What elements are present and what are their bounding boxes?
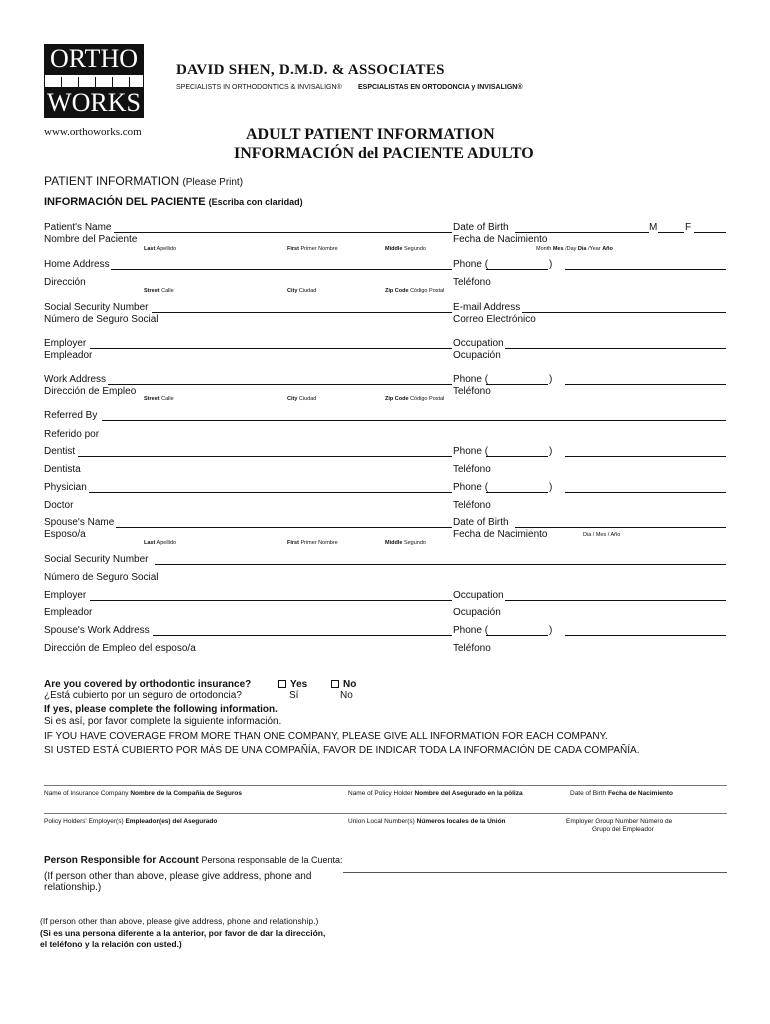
insurance-ifyes-es: Si es así, por favor complete la siguiente información. <box>44 716 282 727</box>
physician-phone-area-field[interactable] <box>486 492 548 493</box>
practice-name: DAVID SHEN, D.M.D. & ASSOCIATES <box>176 62 445 78</box>
referred-field[interactable] <box>102 420 726 421</box>
physician-phone-label-es: Teléfono <box>453 500 491 511</box>
spouse-occupation-field[interactable] <box>505 600 726 601</box>
spouse-dob-label-es: Fecha de Nacimiento <box>453 529 548 540</box>
dob-label: Date of Birth <box>453 222 509 233</box>
zip-caption: Zip Code Código Postal <box>385 288 445 294</box>
responsible-foot-en: (If person other than above, please give address, phone and relationship.) <box>40 916 319 926</box>
insurance-question: Are you covered by orthodontic insurance? <box>44 679 252 690</box>
patient-name-label: Patient's Name <box>44 222 112 233</box>
dentist-phone-area-field[interactable] <box>486 456 548 457</box>
checkbox-icon <box>278 680 286 688</box>
dentist-phone-field[interactable] <box>565 456 726 457</box>
middle-name-caption: Middle Segundo <box>385 246 426 252</box>
physician-label-es: Doctor <box>44 500 74 511</box>
last-name-caption: Last Apellido <box>144 246 177 252</box>
home-phone-field[interactable] <box>565 269 726 270</box>
patient-name-label-es: Nombre del Paciente <box>44 234 138 245</box>
insurance-ifyes: If yes, please complete the following information. <box>44 704 278 715</box>
spouse-work-phone-paren: ) <box>549 625 553 636</box>
spouse-dob-label: Date of Birth <box>453 517 509 528</box>
home-address-label-es: Dirección <box>44 277 86 288</box>
spouse-name-field[interactable] <box>116 527 452 528</box>
work-address-label: Work Address <box>44 374 107 385</box>
section-heading-es: INFORMACIÓN DEL PACIENTE (Escriba con claridad) <box>44 196 303 208</box>
employer-label-es: Empleador <box>44 350 93 361</box>
dob-label-es: Fecha de Nacimiento <box>453 234 548 245</box>
orthoworks-logo <box>44 44 144 118</box>
group-number-caption-2: Grupo del Empleador <box>592 826 654 833</box>
spouse-work-phone-field[interactable] <box>565 635 726 636</box>
spouse-first-caption: First Primer Nombre <box>287 540 338 546</box>
street-caption: Street Calle <box>144 288 174 294</box>
responsible-foot-es-1: (Si es una persona diferente a la anterior, por favor de dar la dirección, <box>40 928 326 938</box>
insurance-multi-en: IF YOU HAVE COVERAGE FROM MORE THAN ONE COMPANY, PLEASE GIVE ALL INFORMATION FOR EACH COMPANY. <box>44 731 608 742</box>
occupation-field[interactable] <box>505 348 726 349</box>
title-es: INFORMACIÓN del PACIENTE ADULTO <box>234 145 534 162</box>
home-phone-area-field[interactable] <box>486 269 548 270</box>
employer-field[interactable] <box>90 348 452 349</box>
employer-label: Employer <box>44 338 87 349</box>
checkbox-icon <box>331 680 339 688</box>
holder-dob-caption: Date of Birth Fecha de Nacimiento <box>570 790 673 797</box>
physician-label: Physician <box>44 482 87 493</box>
sex-f-label: F <box>685 222 692 233</box>
insurance-row1-line[interactable] <box>44 785 727 786</box>
responsible-foot-es-2: el teléfono y la relación con usted.) <box>40 939 182 949</box>
spouse-ssn-field[interactable] <box>155 564 726 565</box>
spouse-name-label: Spouse's Name <box>44 517 115 528</box>
responsible-field[interactable] <box>343 872 727 873</box>
union-caption: Union Local Number(s) Números locales de la Unión <box>348 818 506 825</box>
dentist-field[interactable] <box>78 456 452 457</box>
insurance-company-caption: Name of Insurance Company Nombre de la Compañía de Seguros <box>44 790 242 797</box>
physician-phone-paren: ) <box>549 482 553 493</box>
dentist-phone-label: Phone ( <box>453 446 489 457</box>
dentist-label: Dentist <box>44 446 76 457</box>
spouse-dob-field[interactable] <box>515 527 726 528</box>
group-number-caption: Employer Group Number Número de <box>566 818 673 825</box>
work-phone-paren: ) <box>549 374 553 385</box>
spouse-dob-caption: Dia / Mes / Año <box>583 532 621 538</box>
spouse-last-caption: Last Apellido <box>144 540 177 546</box>
referred-label-es: Referido por <box>44 429 100 440</box>
work-phone-label-es: Teléfono <box>453 386 491 397</box>
logo-works-text: WORKS <box>44 88 144 118</box>
physician-phone-field[interactable] <box>565 492 726 493</box>
work-phone-field[interactable] <box>565 384 726 385</box>
logo-teeth-icon <box>44 74 144 88</box>
insurance-no-label-es: No <box>340 690 353 701</box>
insurance-question-es: ¿Está cubierto por un seguro de ortodoncia? <box>44 690 242 701</box>
ssn-label: Social Security Number <box>44 302 149 313</box>
logo-ortho-text: ORTHO <box>44 44 144 74</box>
title-en: ADULT PATIENT INFORMATION <box>246 126 495 143</box>
dentist-label-es: Dentista <box>44 464 81 475</box>
spouse-work-label: Spouse's Work Address <box>44 625 150 636</box>
spouse-middle-caption: Middle Segundo <box>385 540 426 546</box>
spouse-work-phone-area-field[interactable] <box>486 635 548 636</box>
insurance-multi-es: SI USTED ESTÁ CUBIERTO POR MÁS DE UNA COMPAÑÍA, FAVOR DE INDICAR TODA LA INFORMACIÓN DE CADA COMPAÑÍA. <box>44 745 640 756</box>
work-address-label-es: Dirección de Empleo <box>44 386 137 397</box>
work-zip-caption: Zip Code Código Postal <box>385 396 445 402</box>
work-city-caption: City Ciudad <box>287 396 317 402</box>
home-phone-paren: ) <box>549 259 553 270</box>
email-field[interactable] <box>522 312 726 313</box>
dob-caption: Month Mes /Day Dia /Year Año <box>536 246 613 252</box>
physician-field[interactable] <box>89 492 452 493</box>
dentist-phone-label-es: Teléfono <box>453 464 491 475</box>
physician-phone-label: Phone ( <box>453 482 489 493</box>
ssn-label-es: Número de Seguro Social <box>44 314 159 325</box>
dob-field[interactable] <box>515 232 649 233</box>
email-label-es: Correo Electrónico <box>453 314 536 325</box>
spouse-work-field[interactable] <box>153 635 452 636</box>
occupation-label-es: Ocupación <box>453 350 501 361</box>
work-address-field[interactable] <box>108 384 452 385</box>
sex-f-field[interactable] <box>694 232 726 233</box>
dentist-phone-paren: ) <box>549 446 553 457</box>
sex-m-field[interactable] <box>658 232 684 233</box>
policy-holder-caption: Name of Policy Holder Nombre del Asegurado en la póliza <box>348 790 523 797</box>
work-phone-area-field[interactable] <box>486 384 548 385</box>
spouse-ssn-label-es: Número de Seguro Social <box>44 572 159 583</box>
responsible-note-1: (If person other than above, please give address, phone and <box>44 871 312 882</box>
home-address-label: Home Address <box>44 259 110 270</box>
patient-name-field[interactable] <box>114 232 452 233</box>
ssn-field[interactable] <box>152 312 452 313</box>
referred-label: Referred By <box>44 410 98 421</box>
work-phone-label: Phone ( <box>453 374 489 385</box>
insurance-row2-line[interactable] <box>44 813 727 814</box>
tagline-es: ESPCIALISTAS EN ORTODONCIA y INVISALIGN® <box>358 84 523 91</box>
spouse-employer-label: Employer <box>44 590 87 601</box>
spouse-employer-label-es: Empleador <box>44 607 93 618</box>
spouse-work-phone-label-es: Teléfono <box>453 643 491 654</box>
spouse-work-label-es: Dirección de Empleo del esposo/a <box>44 643 196 654</box>
email-label: E-mail Address <box>453 302 521 313</box>
spouse-occupation-label: Occupation <box>453 590 504 601</box>
sex-m-label: M <box>649 222 658 233</box>
insurance-no-checkbox[interactable]: No <box>331 679 356 690</box>
spouse-occupation-label-es: Ocupación <box>453 607 501 618</box>
section-heading-en: PATIENT INFORMATION (Please Print) <box>44 174 244 188</box>
tagline-en: SPECIALISTS IN ORTHODONTICS & INVISALIGN® <box>176 84 342 91</box>
home-phone-label-es: Teléfono <box>453 277 491 288</box>
insurance-yes-label-es: Sí <box>289 690 299 701</box>
home-address-field[interactable] <box>111 269 452 270</box>
first-name-caption: First Primer Nombre <box>287 246 338 252</box>
spouse-work-phone-label: Phone ( <box>453 625 489 636</box>
spouse-employer-field[interactable] <box>90 600 452 601</box>
work-street-caption: Street Calle <box>144 396 174 402</box>
insurance-yes-checkbox[interactable]: Yes <box>278 679 307 690</box>
city-caption: City Ciudad <box>287 288 317 294</box>
occupation-label: Occupation <box>453 338 504 349</box>
website: www.orthoworks.com <box>44 126 142 138</box>
spouse-ssn-label: Social Security Number <box>44 554 149 565</box>
home-phone-label: Phone ( <box>453 259 489 270</box>
responsible-note-2: relationship.) <box>44 882 102 893</box>
holder-employer-caption: Policy Holders' Employer(s) Empleador(es) del Asegurado <box>44 818 218 825</box>
responsible-label: Person Responsible for Account Persona responsable de la Cuenta: <box>44 855 343 866</box>
spouse-name-label-es: Esposo/a <box>44 529 86 540</box>
